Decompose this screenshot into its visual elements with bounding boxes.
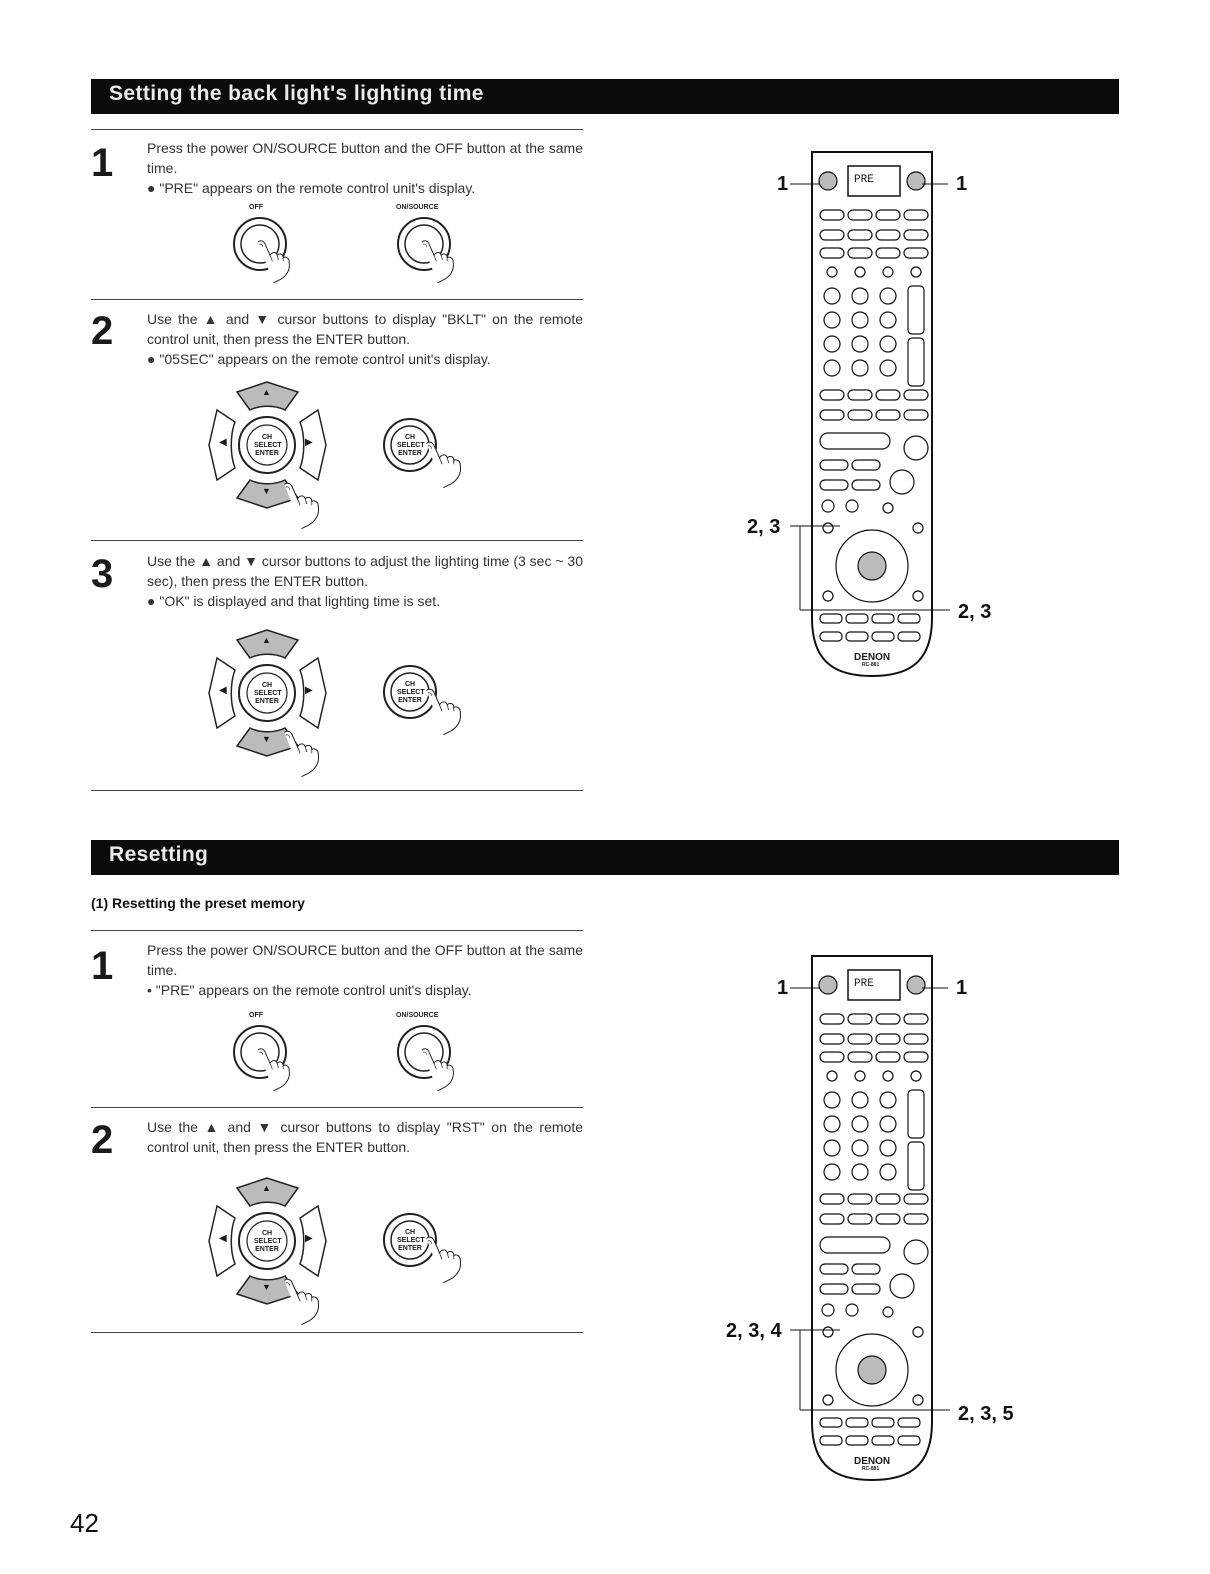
step-number: 2 [91,1118,114,1162]
on-source-label: ON/SOURCE [396,204,439,211]
enter-label: ENTER [398,697,422,704]
left-arrow-icon: ◀ [219,685,227,696]
callout-label: 2, 3 [747,516,781,538]
model-label: RC-881 [862,1466,880,1472]
hand-icon [278,726,330,778]
enter-label: ENTER [255,450,279,457]
callout-label: 2, 3, 5 [958,1403,1014,1425]
callout-label: 1 [956,173,968,195]
divider [91,299,583,300]
down-arrow-icon: ▼ [262,486,271,496]
callout-label: 2, 3 [958,601,992,623]
subsection-title: (1) Resetting the preset memory [91,895,305,911]
section-banner [91,840,1119,875]
remote-display: PRE [854,978,874,990]
hand-icon [416,1044,464,1092]
hand-icon [420,437,472,489]
callout-lines [790,180,960,620]
off-label: OFF [249,1012,263,1019]
ch-select-label: CH SELECT [254,434,282,449]
on-source-label: ON/SOURCE [396,1012,439,1019]
hand-icon [278,478,330,530]
hand-icon [278,1274,330,1326]
page-number: 42 [70,1508,99,1538]
divider [91,540,583,541]
hand-icon [420,1232,472,1284]
remote-display: PRE [854,174,874,186]
step-bullet: ● "PRE" appears on the remote control unit's display. [147,180,476,196]
ch-select-label: CH SELECT [254,1230,282,1245]
brand-logo: DENON [854,1456,891,1467]
divider [91,790,583,791]
step-text: Press the power ON/SOURCE button and the OFF button at the same time. [147,942,583,978]
ch-select-label: CH SELECT [397,434,425,449]
step-number: 1 [91,141,114,185]
ch-select-enter-label [254,1230,280,1254]
step-bullet: ● "05SEC" appears on the remote control unit's display. [147,351,491,367]
step-number: 3 [91,552,114,596]
enter-label: ENTER [398,450,422,457]
step-text: Use the ▲ and ▼ cursor buttons to display "RST" on the remote control unit, then press the ENTER button. [147,1119,583,1155]
step-bullet: • "PRE" appears on the remote control unit's display. [147,982,472,998]
divider [91,129,583,130]
down-arrow-icon: ▼ [262,734,271,744]
callout-label: 1 [777,173,789,195]
right-arrow-icon: ▶ [305,437,313,448]
enter-label: ENTER [255,1246,279,1253]
right-arrow-icon: ▶ [305,1233,313,1244]
brand-logo: DENON [854,652,891,663]
down-arrow-icon: ▼ [262,1282,271,1292]
up-arrow-icon: ▲ [262,1183,271,1193]
ch-select-label: CH SELECT [397,1229,425,1244]
callout-label: 2, 3, 4 [726,1320,782,1342]
ch-select-enter-label [254,434,280,458]
ch-select-enter-label [254,682,280,706]
left-arrow-icon: ◀ [219,437,227,448]
hand-icon [252,236,300,284]
hand-icon [416,236,464,284]
callout-lines [790,984,960,1424]
up-arrow-icon: ▲ [262,635,271,645]
step-number: 1 [91,944,114,988]
off-label: OFF [249,204,263,211]
right-arrow-icon: ▶ [305,685,313,696]
divider [91,1332,583,1333]
enter-label: ENTER [398,1245,422,1252]
divider [91,1107,583,1108]
callout-label: 1 [777,977,789,999]
hand-icon [252,1044,300,1092]
callout-label: 1 [956,977,968,999]
section-title: Resetting [109,843,209,866]
enter-label: ENTER [255,698,279,705]
ch-select-label: CH SELECT [254,682,282,697]
model-label: RC-881 [862,662,880,668]
divider [91,930,583,931]
hand-icon [420,684,472,736]
section-banner [91,79,1119,114]
step-text: Press the power ON/SOURCE button and the OFF button at the same time. [147,140,583,176]
section-title: Setting the back light's lighting time [109,82,484,105]
ch-select-label: CH SELECT [397,681,425,696]
step-number: 2 [91,309,114,353]
left-arrow-icon: ◀ [219,1233,227,1244]
step-bullet: ● "OK" is displayed and that lighting time is set. [147,593,441,609]
step-text: Use the ▲ and ▼ cursor buttons to display "BKLT" on the remote control unit, then press the ENTER button. [147,311,583,347]
step-text: Use the ▲ and ▼ cursor buttons to adjust the lighting time (3 sec ~ 30 sec), then press the ENTER button. [147,553,583,589]
up-arrow-icon: ▲ [262,387,271,397]
